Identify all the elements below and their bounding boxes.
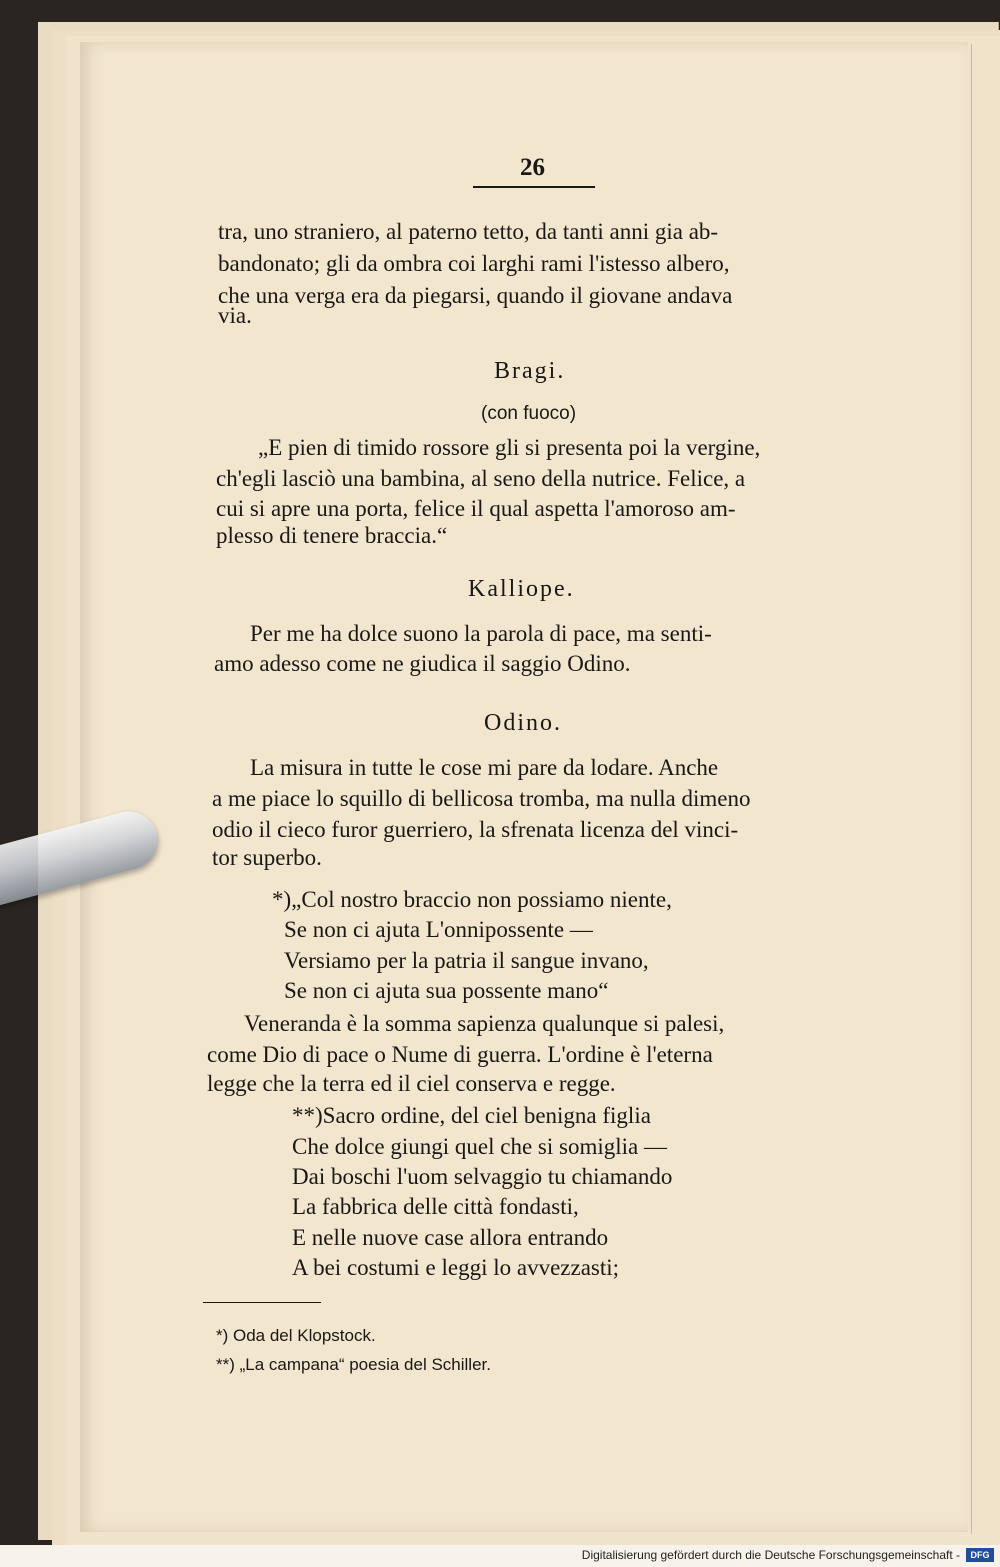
paragraph-line: „E pien di timido rossore gli si presenta poi la vergine, — [258, 435, 761, 460]
paragraph-line: bandonato; gli da ombra coi larghi rami l'istesso albero, — [218, 251, 730, 276]
paragraph-line: come Dio di pace o Nume di guerra. L'ordine è l'eterna — [207, 1042, 713, 1067]
paragraph-line: plesso di tenere braccia.“ — [216, 523, 448, 548]
verse-line: *)„Col nostro braccio non possiamo niente, — [272, 887, 672, 912]
paragraph-line: cui si apre una porta, felice il qual aspetta l'amoroso am- — [216, 496, 736, 521]
paragraph-line: tra, uno straniero, al paterno tetto, da tanti anni gia ab- — [218, 219, 719, 244]
verse-line: A bei costumi e leggi lo avvezzasti; — [292, 1255, 620, 1280]
paragraph-line: ch'egli lasciò una bambina, al seno della nutrice. Felice, a — [216, 466, 746, 491]
verse-line: Versiamo per la patria il sangue invano, — [284, 948, 649, 973]
paragraph-line: odio il cieco furor guerriero, la sfrenata licenza del vinci- — [212, 817, 739, 842]
verse-line: Che dolce giungi quel che si somiglia — — [292, 1134, 667, 1159]
footnote-rule — [203, 1302, 321, 1303]
next-page-edge — [971, 44, 1000, 1534]
verse-line: E nelle nuove case allora entrando — [292, 1225, 609, 1250]
paragraph-line: a me piace lo squillo di bellicosa tromba, ma nulla dimeno — [212, 786, 751, 811]
verse-line: La fabbrica delle città fondasti, — [292, 1194, 579, 1219]
speaker-heading: Kalliope. — [468, 576, 575, 602]
verse-line: Se non ci ajuta sua possente mano“ — [284, 978, 609, 1003]
speaker-heading: Bragi. — [494, 358, 566, 384]
dfg-logo: DFG — [966, 1548, 994, 1562]
stage-direction: (con fuoco) — [481, 403, 577, 424]
footnote: *) Oda del Klopstock. — [216, 1326, 376, 1345]
speaker-heading: Odino. — [484, 710, 562, 736]
paragraph-line: Veneranda è la somma sapienza qualunque si palesi, — [244, 1011, 725, 1036]
paragraph-line: amo adesso come ne giudica il saggio Odino. — [214, 651, 631, 676]
verse-line: Se non ci ajuta L'onnipossente — — [284, 917, 593, 942]
paragraph-line: Per me ha dolce suono la parola di pace, ma senti- — [250, 621, 712, 646]
paragraph-line: che una verga era da piegarsi, quando il giovane andava — [218, 283, 733, 308]
verse-line: **)Sacro ordine, del ciel benigna figlia — [292, 1103, 651, 1128]
page-number: 26 — [520, 154, 545, 181]
footnote: **) „La campana“ poesia del Schiller. — [216, 1355, 491, 1374]
paragraph-line: via. — [218, 303, 252, 328]
paragraph-line: legge che la terra ed il ciel conserva e regge. — [207, 1071, 616, 1096]
verse-line: Dai boschi l'uom selvaggio tu chiamando — [292, 1164, 673, 1189]
page-number-rule — [473, 186, 595, 188]
paragraph-line: tor superbo. — [212, 845, 322, 870]
digitization-credit: Digitalisierung gefördert durch die Deutsche Forschungsgemeinschaft - — [581, 1548, 960, 1562]
paragraph-line: La misura in tutte le cose mi pare da lodare. Anche — [250, 755, 719, 780]
